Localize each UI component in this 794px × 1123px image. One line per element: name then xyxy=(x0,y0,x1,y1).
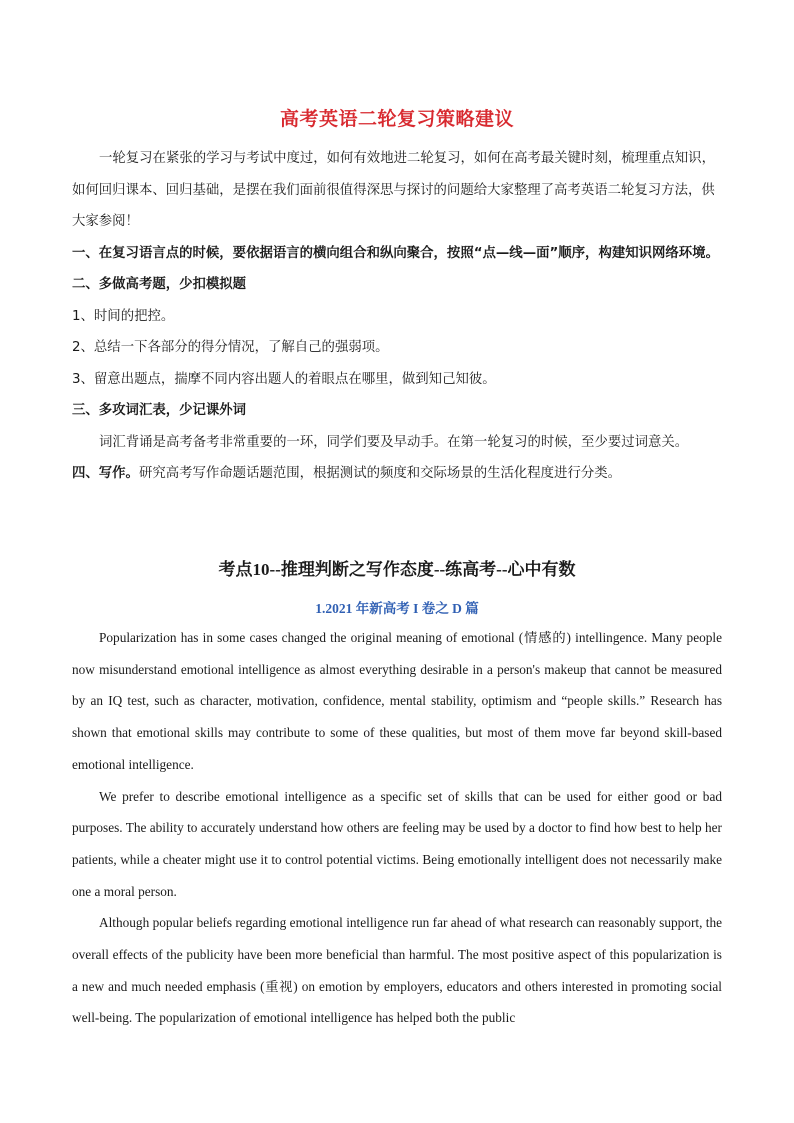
exam-point-separator-2: -- xyxy=(496,560,508,579)
point-2-item-3: 3、留意出题点，揣摩不同内容出题人的着眼点在哪里，做到知己知彼。 xyxy=(72,371,496,387)
exam-point-topic: 推理判断之写作态度 xyxy=(280,560,434,580)
point-2-heading: 二、多做高考题，少扣模拟题 xyxy=(72,277,247,292)
document-title: 高考英语二轮复习策略建议 xyxy=(279,108,514,130)
point-4-label: 四、写作。 xyxy=(72,466,139,481)
point-1-heading: 一、在复习语言点的时候，要依据语言的横向组合和纵向聚合，按照“点—线—面”顺序，构建知识网络环境。 xyxy=(72,245,719,261)
passage-paragraph-3: Although popular beliefs regarding emotional intelligence run far ahead of what research can reasonably support, the overall effects of the publicity have been more beneficial than harmful. The most positive aspect of this popularization is a new and much needed emphasis (重视) on emotion by employers, educators and others interested in promoting social well-being. The popularization of emotional intelligence has helped both the public xyxy=(72,915,722,1026)
passage-heading: 1.2021 年新高考 I 卷之 D 篇 xyxy=(315,601,479,616)
exam-point-heading xyxy=(72,555,722,580)
passage-paragraph-2: We prefer to describe emotional intelligence as a specific set of skills that can be used for either good or bad purposes. The ability to accurately understand how others are feeling may be used by a doctor to find how best to help her patients, while a cheater might use it to control potential victims. Being emotionally intelligent does not necessarily make one a moral person. xyxy=(72,788,722,899)
exam-point-practice: 练高考 xyxy=(445,560,497,580)
point-4-paragraph xyxy=(72,458,722,490)
intro-paragraph: 一轮复习在紧张的学习与考试中度过，如何有效地进二轮复习，如何在高考最关键时刻，梳理重点知识，如何回归课本、回归基础，是摆在我们面前很值得深思与探讨的问题给大家整理了高考英语二轮复习方法，供大家参阅！ xyxy=(72,151,715,229)
point-2-item-2: 2、总结一下各部分的得分情况，了解自己的强弱项。 xyxy=(72,340,389,355)
point-3-heading: 三、多攻词汇表，少记课外词 xyxy=(72,403,247,418)
point-2-item-1: 1、时间的把控。 xyxy=(72,308,175,324)
exam-point-prefix: 考点 xyxy=(218,560,253,580)
exam-point-confidence: 心中有数 xyxy=(507,560,576,580)
review-tips xyxy=(72,143,722,490)
exam-point-number: 10-- xyxy=(252,560,281,579)
reading-passage xyxy=(72,622,722,1034)
passage-paragraph-1: Popularization has in some cases changed the original meaning of emotional (情感的) intellingence. Many people now misunderstand emotional intelligence as almost everything desirable in a person's makeup that cannot be measured by an IQ test, such as character, motivation, confidence, mental stability, optimism and “people skills.” Research has shown that emotional skills may contribute to some of these qualities, but most of them move far beyond skill-based emotional intelligence. xyxy=(72,630,722,772)
point-3-text: 词汇背诵是高考备考非常重要的一环，同学们要及早动手。在第一轮复习的时候，至少要过词意关。 xyxy=(99,434,689,450)
exam-point-separator-1: -- xyxy=(433,560,446,579)
point-4-text: 研究高考写作命题话题范围，根据测试的频度和交际场景的生活化程度进行分类。 xyxy=(138,466,622,481)
